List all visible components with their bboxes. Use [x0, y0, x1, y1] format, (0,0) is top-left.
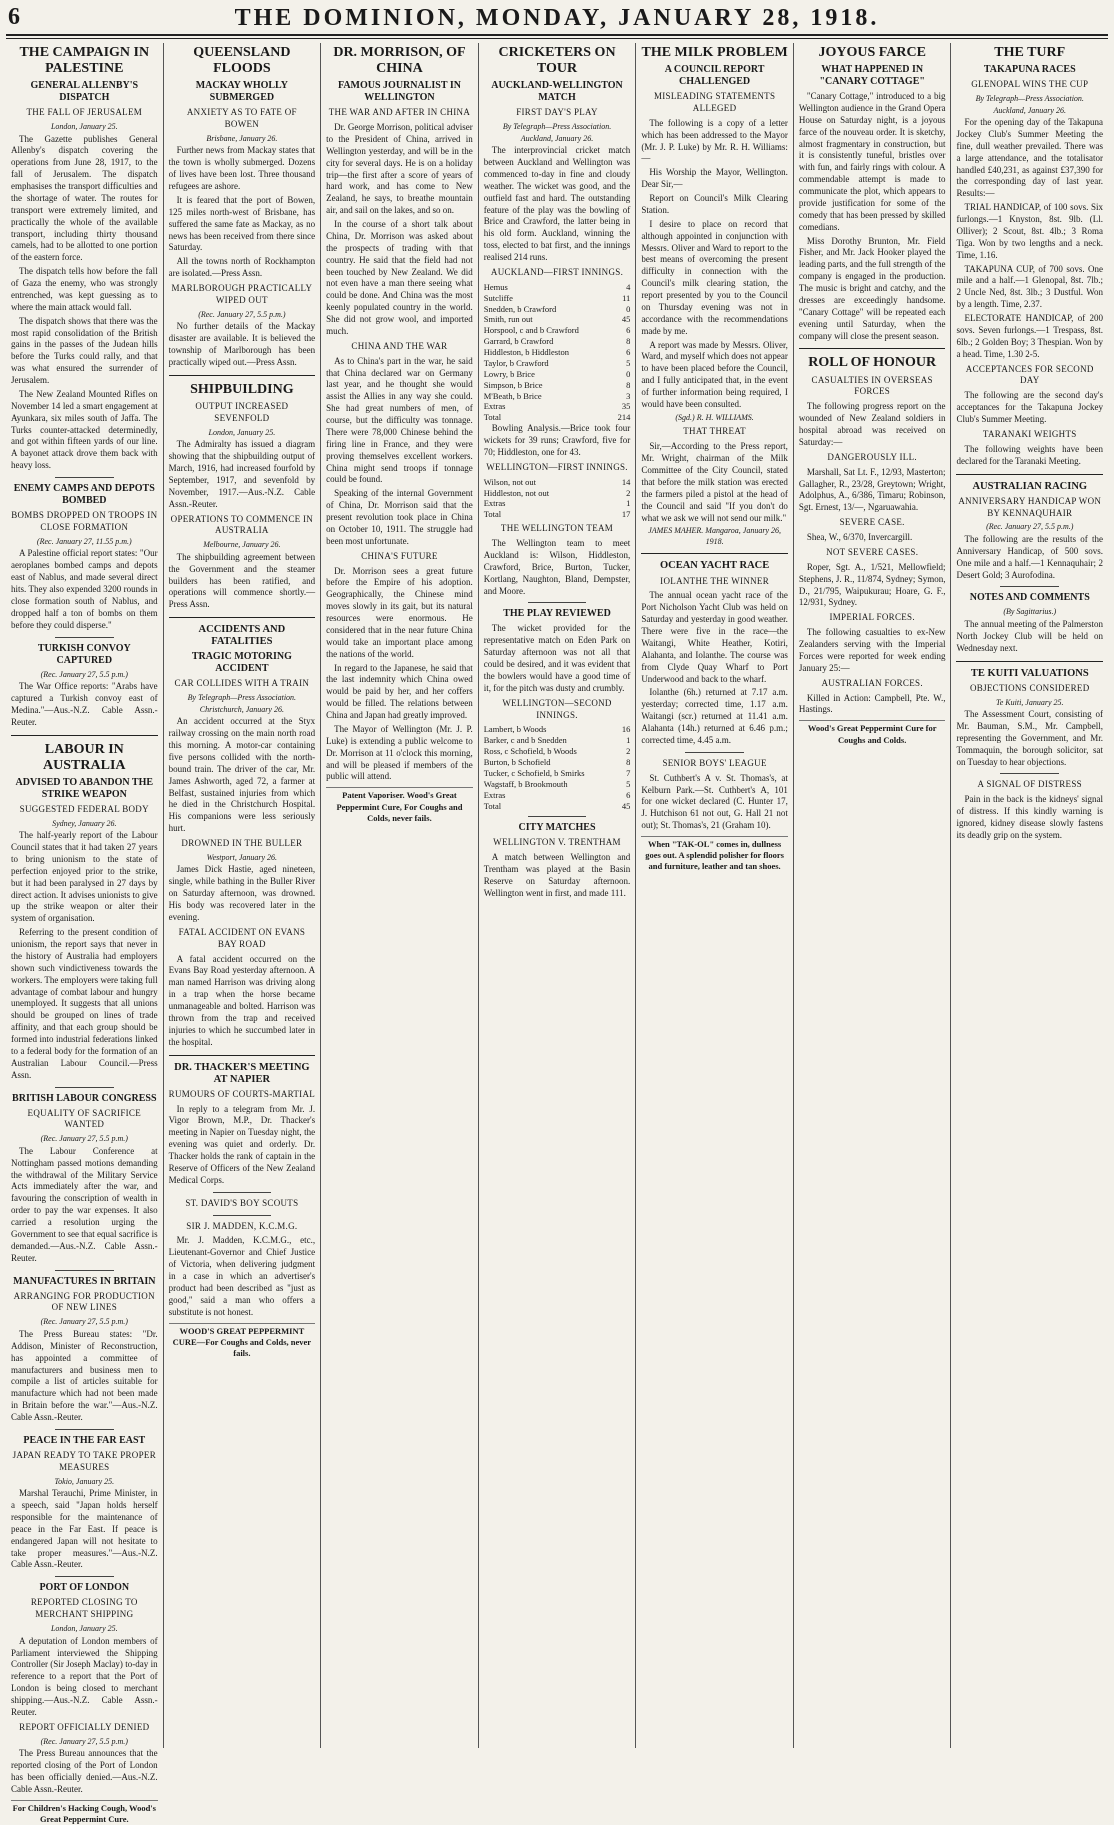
- score-row: Hiddleston, not out 2: [483, 487, 631, 498]
- subheading: OPERATIONS TO COMMENCE IN AUSTRALIA: [170, 513, 314, 536]
- headline: DR. MORRISON, OF CHINA: [333, 45, 466, 77]
- subheading: THE WAR AND AFTER IN CHINA: [328, 107, 471, 118]
- paragraph: A match between Wellington and Trentham was played at the Basin Reserve on Saturday afternoon. Wellington went in first, and made 111.: [483, 852, 631, 898]
- headline: THE CAMPAIGN IN PALESTINE: [19, 45, 150, 77]
- deck-heading: ENEMY CAMPS AND DEPOTS BOMBED: [13, 483, 155, 507]
- score-row: Barker, c and b Snedden 1: [483, 735, 631, 746]
- byline: (By Sagittarius.): [1003, 607, 1057, 617]
- subheading: ANNIVERSARY HANDICAP WON BY KENNAQUHAIR: [958, 495, 1102, 518]
- score-row: Extras 1: [483, 498, 631, 509]
- headline: AUSTRALIAN RACING: [972, 480, 1088, 492]
- paragraph: In the course of a short talk about China, Dr. Morrison was asked about the prospects of trading with that country. He said that the field had not been touched by New Zealand. We did not even have a man there seeing what could be done. And China was the most keenly populated country in the world. She did not grow wool, and imported much.: [326, 219, 473, 336]
- column-6: [794, 43, 952, 1748]
- paragraph: Speaking of the internal Government of China, Dr. Morrison said that the present revolution took place in China on October 10, 1911. The struggle had been most unfortunate.: [326, 488, 473, 546]
- dateline: Sydney, January 26.: [52, 818, 117, 828]
- subheading: CASUALTIES IN OVERSEAS FORCES: [811, 374, 933, 397]
- paragraph: The Wellington team to meet Auckland is: Wilson, Hiddleston, Crawford, Brice, Burton, Tucker, Kortlang, Naughton, Bland, Dempster, and Moore.: [483, 538, 631, 596]
- paragraph: Dr. Morrison sees a great future before the Empire of his adoption. Geographically, the Chinese mind moves slowly in its gait, but its natural resources were enormous. He considered that in the near future China would take an important place among the nations of the world.: [326, 565, 473, 659]
- score-row: Horspool, c and b Crawford 6: [483, 325, 631, 336]
- paragraph: Sir,—According to the Press report, Mr. Wright, chairman of the Milk Committee of the City Council, stated that before the milk station was erected the farmers piled a pistol at the head of the Council and said "If you don't do what we ask we will not send our milk.": [641, 441, 788, 523]
- headline: OCEAN YACHT RACE: [659, 560, 770, 572]
- subheading: SIR J. MADDEN, K.C.M.G.: [186, 1220, 298, 1231]
- score-row: Hemus 4: [483, 281, 631, 292]
- scorecard-wellington: [484, 477, 631, 521]
- paragraph: Iolanthe (6h.) returned at 7.17 a.m. yesterday; corrected time, 1.17 a.m. Waitangi (scr.) returned at 11.41 a.m. Alahanta (14h.) returned at 6.46 p.m.; corrected time, 4.45 a.m.: [641, 687, 788, 745]
- paragraph: Roper, Sgt. A., 1/521, Mellowfield; Stephens, J. R., 11/874, Sydney; Symon, D., 21/795, Waipukurau; Hoare, G. F., 12/931, Sydney.: [798, 561, 946, 608]
- column-7: [951, 43, 1108, 1748]
- subheading: FATAL ACCIDENT ON EVANS BAY ROAD: [178, 926, 306, 949]
- dateline: Auckland, January 26.: [993, 105, 1066, 115]
- paragraph: TRIAL HANDICAP, of 100 sovs. Six furlongs.—1 Knyston, 8st. 9lb. (Ll. Olliver); 2 Scout, 8st. 4lb.; 3 Roma Tiga. Won by two lengths and a neck. Time, 1.16.: [956, 202, 1104, 260]
- advertisement: For Children's Hacking Cough, Wood's Great Peppermint Cure.: [11, 1800, 158, 1825]
- deck-heading: NOTES AND COMMENTS: [969, 592, 1090, 604]
- score-row: Sutcliffe 11: [483, 292, 631, 303]
- paragraph: Miss Dorothy Brunton, Mr. Field Fisher, and Mr. Jack Hooker played the leading parts, and the full strength of the company is engaged in the production. The music is bright and catchy, and the dresses are exceedingly handsome. "Canary Cottage" will be repeated each evening until Saturday, when the company will close the present season.: [798, 235, 946, 341]
- headline: JOYOUS FARCE: [818, 45, 926, 60]
- subheading: DROWNED IN THE BULLER: [181, 838, 303, 849]
- headline: CRICKETERS ON TOUR: [498, 45, 616, 77]
- dateline: (Rec. January 27, 11.55 p.m.): [36, 536, 132, 546]
- subheading: AUSTRALIAN FORCES.: [821, 677, 923, 688]
- dateline: Melbourne, January 26.: [203, 540, 281, 550]
- subheading: REPORT OFFICIALLY DENIED: [19, 1721, 150, 1732]
- subheading: NOT SEVERE CASES.: [826, 546, 919, 557]
- masthead-title: THE DOMINION, MONDAY, JANUARY 28, 1918.: [234, 5, 880, 31]
- paragraph: The dispatch tells how before the fall of Gaza the enemy, who was strongly entrenched, was kept guessing as to where the main attack would fall.: [11, 266, 158, 312]
- headline: SHIPBUILDING: [190, 381, 294, 397]
- dateline: (Rec. January 27, 5.5 p.m.): [40, 1317, 128, 1327]
- deck-heading: CITY MATCHES: [518, 822, 596, 834]
- paragraph: In reply to a telegram from Mr. J. Vigor Brown, M.P., Dr. Thacker's meeting in Napier on Tuesday night, the evening was quiet and orderly. Dr. Thacker holds the rank of captain in the Reserve of Officers of the New Zealand Medical Corps.: [168, 1103, 316, 1185]
- paragraph: Marshal Terauchi, Prime Minister, in a speech, said "Japan holds herself responsible for the maintenance of peace in the Far East. If peace is endangered Japan will not hesitate to take proper measures."—Aus.-N.Z. Cable Assn.-Reuter.: [11, 1488, 158, 1570]
- column-4: [479, 43, 637, 1748]
- paragraph: A deputation of London members of Parliament interviewed the Shipping Controller (Sir Joseph Maclay) to-day in reference to a report that the Port of London is being closed to merchant shipping.—Aus.-N.Z. Cable Assn.-Reuter.: [11, 1635, 158, 1717]
- deck-heading: MACKAY WHOLLY SUBMERGED: [195, 80, 289, 104]
- paragraph: The following are the second day's acceptances for the Takapuna Jockey Club's Summer Meeting.: [956, 390, 1104, 425]
- dateline: (Rec. January 27, 5.5 p.m.): [40, 669, 128, 679]
- subheading: MISLEADING STATEMENTS ALLEGED: [653, 91, 776, 113]
- score-row: Ross, c Schofield, b Woods 2: [483, 746, 631, 757]
- paragraph: The shipbuilding agreement between the Government and the steamer builders has been ratified, and operations will commence shortly.—Press Assn.: [168, 551, 316, 610]
- paragraph: The half-yearly report of the Labour Council states that it had taken 27 years to bring unionism to the state of perfection enjoyed prior to the strike, but it had been paralysed in 27 days by direct action. It advises unionists to give up the strike weapon or alter their system of organisation.: [11, 830, 158, 924]
- subheading: OUTPUT INCREASED SEVENFOLD: [195, 401, 289, 423]
- advertisement: Wood's Great Peppermint Cure for Coughs and Colds.: [799, 720, 946, 745]
- paragraph: A report was made by Messrs. Oliver, Ward, and myself which does not appear to have been placed before the Council, and I fully anticipated that, in the event of further information being required, I would have been consulted.: [641, 339, 788, 409]
- dateline: Tokio, January 25.: [54, 1476, 115, 1486]
- subheading: BOMBS DROPPED ON TROOPS IN CLOSE FORMATION: [11, 510, 158, 532]
- paragraph: The Press Bureau announces that the reported closing of the Port of London has been officially denied.—Aus.-N.Z. Cable Assn.-Reuter.: [11, 1748, 158, 1794]
- dateline: (Rec. January 27, 5.5 p.m.): [986, 522, 1074, 532]
- deck-heading: WHAT HAPPENED IN "CANARY COTTAGE": [819, 64, 925, 88]
- paragraph: The Gazette publishes General Allenby's dispatch covering the operations from June 28, 1917, to the fall of Jerusalem. The dispatch emphasises the transport difficulties and the shortage of water. The routes for transport were extremely limited, and practically the whole of the available transport, including thirty thousand camels, had to be allotted to one portion of the eastern force.: [11, 133, 158, 263]
- deck-heading: TAKAPUNA RACES: [983, 64, 1076, 76]
- advertisement: WOOD'S GREAT PEPPERMINT CURE—For Coughs and Colds, never fails.: [169, 1323, 316, 1360]
- paragraph: Further news from Mackay states that the town is wholly submerged. Dozens of lives have been lost. Three thousand refugees are ashore.: [168, 145, 316, 192]
- subheading: MARLBOROUGH PRACTICALLY WIPED OUT: [171, 283, 313, 305]
- paragraph: Marshall, Sat Lt. F., 12/93, Masterton; Gallagher, R., 23/28, Greytown; Wright, Adolphus, A., 6/386, Timaru; Robinson, Sgt. Ernest, 13/—, Ngaruawahia.: [798, 466, 946, 513]
- dateline: (Rec. January 27, 5.5 p.m.): [198, 309, 286, 319]
- paragraph: The Mayor of Wellington (Mr. J. P. Luke) is extending a public welcome to Dr. Morrison at 11 o'clock this morning, and will be pleased if members of the public will attend.: [326, 723, 473, 782]
- paragraph: Report on Council's Milk Clearing Station.: [641, 193, 788, 215]
- subheading: THAT THREAT: [683, 426, 746, 437]
- score-row: Garrard, b Crawford 8: [483, 336, 631, 347]
- column-3: [321, 43, 479, 1748]
- paragraph: Bowling Analysis.—Brice took four wickets for 39 runs; Crawford, five for 70; Hiddleston, one for 43.: [483, 423, 631, 457]
- paragraph: St. Cuthbert's A v. St. Thomas's, at Kelburn Park.—St. Cuthbert's A, 101 for one wicket declared (C. Hunter 17, J. Hutchison 61 not out, G. Hall 21 not out); St. Thomas's, 21 (Graham 10).: [641, 772, 788, 831]
- score-row: Extras 35: [483, 401, 631, 412]
- headline: LABOUR IN AUSTRALIA: [43, 741, 126, 773]
- paragraph: The following are the results of the Anniversary Handicap, of 500 sovs. One mile and a half.—1 Kennaquhair; 2 Desert Gold; 3 Aurofodina.: [956, 533, 1104, 580]
- subheading: EQUALITY OF SACRIFICE WANTED: [27, 1107, 142, 1130]
- subheading: ACCEPTANCES FOR SECOND DAY: [965, 363, 1094, 386]
- masthead: [6, 4, 1108, 36]
- paragraph: The following is a copy of a letter which has been addressed to the Mayor (Mr. J. P. Luke) by Mr. R. H. Williams:—: [641, 117, 788, 164]
- dateline: London, January 25.: [50, 1624, 118, 1634]
- subheading: OBJECTIONS CONSIDERED: [969, 682, 1090, 693]
- deck-heading: TRAGIC MOTORING ACCIDENT: [191, 651, 292, 675]
- dateline: (Rec. January 27, 5.5 p.m.): [40, 1736, 128, 1746]
- paragraph: The following progress report on the wounded of New Zealand soldiers in hospital abroad was received on Saturday:—: [798, 401, 946, 447]
- subheading: DANGEROUSLY ILL.: [827, 451, 917, 462]
- subheading: REPORTED CLOSING TO MERCHANT SHIPPING: [30, 1597, 138, 1620]
- subheading: GLENOPAL WINS THE CUP: [971, 79, 1089, 90]
- paragraph: The Labour Conference at Nottingham passed motions demanding the withdrawal of the Military Service Acts immediately after the war, and favouring the conscription of wealth in order to pay the war expenses. It also carried a resolution urging the Government to see that equal sacrifice is demanded.—Aus.-N.Z. Cable Assn.-Reuter.: [11, 1145, 158, 1263]
- headline: DR. THACKER'S MEETING AT NAPIER: [174, 1061, 310, 1085]
- headline: TE KUITI VALUATIONS: [970, 667, 1089, 679]
- deck-heading: AUCKLAND-WELLINGTON MATCH: [491, 80, 623, 104]
- paragraph: I desire to place on record that although appointed in conjunction with Messrs. Oliver and Ward to report to the best means of overcoming the present difficulty in connection with the Council's milk clearing station, the report presented by you to the Council on Thursday evening was not in accordance with the recommendations made by me.: [641, 218, 788, 336]
- subheading: IOLANTHE THE WINNER: [660, 575, 770, 586]
- score-row: Simpson, b Brice 8: [483, 379, 631, 390]
- deck-heading: ADVISED TO ABANDON THE STRIKE WEAPON: [15, 776, 154, 800]
- paragraph: A Palestine official report states: "Our aeroplanes bombed camps and depots east of Nablus, and made several direct hits. They also expended 3200 rounds in close formation south of Nablus, and dropped half a ton of bombs on them before they could disperse.": [11, 548, 158, 630]
- subheading: TARANAKI WEIGHTS: [982, 428, 1077, 439]
- score-row: Smith, run out 45: [483, 314, 631, 325]
- paragraph: The Press Bureau states: "Dr. Addison, Minister of Reconstruction, has appointed a committee of manufacturers and business men to compile a list of articles suitable for manufacture which had not been made in Britain before the war."—Aus.-N.Z. Cable Assn.-Reuter.: [11, 1328, 158, 1423]
- score-row: Wilson, not out 14: [483, 476, 631, 487]
- page-number: 6: [8, 4, 20, 30]
- paragraph: James Dick Hastie, aged nineteen, single, while bathing in the Buller River on Saturday afternoon, was drowned. His body was recovered later in the evening.: [168, 864, 316, 922]
- paragraph: Dr. George Morrison, political adviser to the President of China, arrived in Wellington yesterday, and will be in the city for several days. He is on a holiday trip—the first after a score of years of hard work, and has come to New Zealand, he says, to breathe mountain air, and sail on the lakes, and so on.: [326, 122, 473, 216]
- column-1: [6, 43, 164, 1824]
- paragraph: The dispatch shows that there was the most rapid consolidation of the British gains in the passes of the Judean hills before the Turks could rally, and that was what ensured the surrender of Jerusalem.: [11, 315, 158, 386]
- deck-heading: A COUNCIL REPORT CHALLENGED: [664, 64, 765, 88]
- paragraph: In regard to the Japanese, he said that the last indemnity which China owed would be paid by her, and her coffers would be filled. The relations between China and Japan had greatly improved.: [326, 662, 473, 721]
- subheading: WELLINGTON—SECOND INNINGS.: [502, 697, 612, 720]
- subheading: CHINA'S FUTURE: [361, 550, 438, 561]
- dateline: Christchurch, January 26.: [199, 704, 284, 714]
- paragraph: The following casualties to ex-New Zealanders serving with the Imperial Forces were reported for week ending January 25:—: [798, 627, 946, 673]
- paragraph: For the opening day of the Takapuna Jockey Club's Summer Meeting the fine, dull weather prevailed. There was a large attendance, and the totalisator handled £40,231, as against £37,390 for the corresponding day of last year. Results:—: [956, 117, 1104, 199]
- signature: (Sgd.) R. H. WILLIAMS.: [675, 412, 754, 422]
- paragraph: The following weights have been declared for the Taranaki Meeting.: [956, 443, 1104, 466]
- byline: By Telegraph—Press Association.: [502, 122, 612, 132]
- subheading: ANXIETY AS TO FATE OF BOWEN: [186, 107, 297, 130]
- score-row: Hiddleston, b Hiddleston 6: [483, 347, 631, 358]
- headline: THE TURF: [994, 45, 1066, 60]
- paragraph: Pain in the back is the kidneys' signal of distress. If this kindly warning is ignored, kidney disease slowly fastens its deadly grip on the system.: [956, 794, 1104, 840]
- deck-heading: PEACE IN THE FAR EAST: [23, 1434, 146, 1446]
- score-row: M'Beath, b Brice 3: [483, 390, 631, 401]
- deck-heading: BRITISH LABOUR CONGRESS: [12, 1092, 157, 1104]
- subheading: A SIGNAL OF DISTRESS: [977, 779, 1082, 790]
- paragraph: The wicket provided for the representative match on Eden Park on Saturday afternoon was not all that could be desired, and it was evident that the bowlers would have a good time of it, for the pitch was dusty and crumbly.: [483, 623, 631, 693]
- score-row: Tucker, c Schofield, b Smirks 7: [483, 767, 631, 778]
- column-2: [164, 43, 322, 1748]
- score-row: Snedden, b Crawford 0: [483, 303, 631, 314]
- subheading: CHINA AND THE WAR: [351, 340, 448, 351]
- paragraph: The New Zealand Mounted Rifles on November 14 led a smart engagement at Ayunkara, six miles south of Jaffa. The Turks counter-attacked determinedly, and got within fifteen yards of our line. A bayonet attack drove them back with heavy loss.: [11, 388, 158, 471]
- deck-heading: PORT OF LONDON: [39, 1582, 130, 1594]
- paragraph: Referring to the present condition of unionism, the report says that never in the history of Australia had employers shown such vindictiveness towards the workers. The employers were taking full advantage of combat labour and hungry unemployed. It suggests that all unions should be grouped on lines of trade affinity, and that each group should be formed into industrial federations linked to a federal body for the formation of an Australian Labour Council.—Press Assn.: [11, 927, 158, 1080]
- score-total: Total 17: [483, 509, 631, 520]
- subheading: THE FALL OF JERUSALEM: [26, 107, 143, 118]
- deck-heading: FAMOUS JOURNALIST IN WELLINGTON: [337, 80, 461, 104]
- deck-heading: MANUFACTURES IN BRITAIN: [13, 1275, 156, 1287]
- paragraph: ELECTORATE HANDICAP, of 200 sovs. Seven furlongs.—1 Trespass, 8st. 6lb.; 2 Golden Boy; 3 Thespian. Won by a head. Time, 1.30 2-5.: [956, 313, 1104, 359]
- score-row: Wagstaff, b Brookmouth 5: [483, 778, 631, 789]
- dateline: (Rec. January 27, 5.5 p.m.): [40, 1134, 128, 1144]
- dateline: London, January 25.: [50, 122, 118, 132]
- score-total: Total 214: [483, 412, 631, 423]
- deck-heading: GENERAL ALLENBY'S DISPATCH: [30, 80, 139, 104]
- paragraph: No further details of the Mackay disaster are available. It is believed the township of Marlborough has been practically wiped out.—Press Assn.: [168, 321, 316, 368]
- paragraph: It is feared that the port of Bowen, 125 miles north-west of Brisbane, has suffered the same fate as Mackay, as no news has been received from there since Saturday.: [168, 194, 316, 253]
- headline: ACCIDENTS AND FATALITIES: [198, 624, 286, 648]
- column-5: [636, 43, 794, 1748]
- score-row: Extras 6: [483, 789, 631, 800]
- paragraph: His Worship the Mayor, Wellington. Dear Sir,—: [641, 167, 788, 190]
- subheading: ST. DAVID'S BOY SCOUTS: [185, 1197, 299, 1208]
- subheading: CAR COLLIDES WITH A TRAIN: [174, 678, 310, 689]
- deck-heading: TURKISH CONVOY CAPTURED: [37, 642, 131, 666]
- paragraph: "Canary Cottage," introduced to a big Wellington audience in the Grand Opera House on Saturday night, is a joyous farce of the nouveau order. It is sketchy, almost fragmentary in construction, but it is consistently tuneful, bristles over with fun, and fairly rings with colour. A commendable attempt is made to communicate the plot, which appears to provide justification for some of the comedy that has been pressed by skilled comedians.: [798, 91, 946, 232]
- subheading: WELLINGTON—FIRST INNINGS.: [486, 461, 628, 472]
- paragraph: The War Office reports: "Arabs have captured a Turkish convoy east of Medina."—Aus.-N.Z. Cable Assn.-Reuter.: [11, 681, 158, 727]
- dateline: Westport, January 26.: [206, 852, 278, 862]
- paragraph: As to China's part in the war, he said that China declared war on Germany last year, and he thought she would assist the Allies in any way she could. She had great numbers of men, of course, but the difficulty was tonnage. There were 78,000 Chinese behind the firing line in France, and they were proving themselves excellent workers. China might send troops if tonnage could be found.: [326, 355, 473, 485]
- subheading: THE WELLINGTON TEAM: [500, 523, 614, 534]
- paragraph: TAKAPUNA CUP, of 700 sovs. One mile and a half.—1 Glenopal, 8st. 7lb.; 2 Uncle Ned, 8st. 3lb.; 3 Dustful. Won by a length. Time, 2.37.: [956, 263, 1104, 310]
- headline: ROLL OF HONOUR: [808, 355, 937, 371]
- paragraph: The Assessment Court, consisting of Mr. Bauman, S.M., Mr. Campbell, representing the Government, and Mr. Tommaquin, the borough solicitor, sat on Tuesday to hear objections.: [956, 709, 1104, 767]
- headline: QUEENSLAND FLOODS: [193, 45, 291, 77]
- signature: JAMES MAHER. Mangaroa, January 26, 1918.: [648, 526, 781, 546]
- score-total: Total 45: [483, 800, 631, 811]
- advertisement: When "TAK-OL" comes in, dullness goes out. A splendid polisher for floors and furniture, leather and tan shoes.: [641, 836, 788, 873]
- dateline: London, January 25.: [208, 427, 276, 437]
- score-row: Lowry, b Brice 0: [483, 368, 631, 379]
- paragraph: A fatal accident occurred on the Evans Bay Road yesterday afternoon. A man named Harrison was driving along in a trap when the horse became unmanageable and bolted. Harrison was thrown from the trap and received injuries to which he succumbed later in the hospital.: [168, 953, 316, 1047]
- score-row: Taylor, b Crawford 5: [483, 357, 631, 368]
- paragraph: An accident occurred at the Styx railway crossing on the main north road this morning. A motor-car containing five persons collided with the north-bound train. The driver of the car, Mr. James Ashworth, aged 72, a farmer at Belfast, sustained injuries from which he died in the Christchurch Hospital. His companions were less seriously hurt.: [168, 716, 316, 834]
- subheading: SENIOR BOYS' LEAGUE: [662, 757, 767, 768]
- paragraph: The Admiralty has issued a diagram showing that the shipbuilding output of March, 1916, had increased fourfold by September, 1917, and sevenfold by November, 1917.—Aus.-N.Z. Cable Assn.-Reuter.: [168, 439, 316, 509]
- dateline: Brisbane, January 26.: [206, 133, 278, 143]
- subheading: SUGGESTED FEDERAL BODY: [19, 803, 149, 814]
- score-row: Lambert, b Woods 16: [483, 724, 631, 735]
- paragraph: All the towns north of Rockhampton are isolated.—Press Assn.: [168, 256, 316, 279]
- deck-heading: THE PLAY REVIEWED: [503, 608, 611, 620]
- scorecard-auckland: [484, 282, 631, 423]
- paragraph: Shea, W., 6/370, Invercargill.: [806, 532, 913, 543]
- dateline: Auckland, January 26.: [520, 133, 594, 143]
- byline: By Telegraph—Press Association.: [975, 93, 1084, 103]
- paragraph: Killed in Action: Campbell, Pte. W., Hastings.: [798, 692, 946, 715]
- headline: THE MILK PROBLEM: [641, 45, 788, 60]
- advertisement: Patent Vaporiser. Wood's Great Peppermint Cure, For Coughs and Colds, never fails.: [326, 787, 473, 824]
- subheading: AUCKLAND—FIRST INNINGS.: [490, 266, 624, 277]
- subheading: ARRANGING FOR PRODUCTION OF NEW LINES: [13, 1290, 155, 1313]
- subheading: RUMOURS OF COURTS-MARTIAL: [168, 1088, 316, 1099]
- score-row: Burton, b Schofield 8: [483, 757, 631, 768]
- columns: [6, 43, 1108, 1824]
- byline: By Telegraph—Press Association.: [187, 693, 297, 703]
- paragraph: The interprovincial cricket match between Auckland and Wellington was commenced to-day in fine and cloudy weather. The wicket was good, and the outfield fast and hard. The outstanding feature of the play was the bowling of Brice and Crawford, the latter being in his old form. Auckland, winning the toss, elected to bat first, and the innings realised 214 runs.: [483, 145, 631, 263]
- dateline: Te Kuiti, January 25.: [996, 697, 1064, 707]
- subheading: IMPERIAL FORCES.: [829, 612, 915, 623]
- paragraph: Mr. J. Madden, K.C.M.G., etc., Lieutenant-Governor and Chief Justice of Victoria, when delivering judgment in a case in which an advertiser's product had been described as "just as good," said a man who offers a substitute is not honest.: [168, 1235, 316, 1317]
- subheading: WELLINGTON V. TRENTHAM: [493, 837, 621, 848]
- paragraph: The annual meeting of the Palmerston North Jockey Club will be held on Wednesday next.: [956, 618, 1104, 653]
- paragraph: The annual ocean yacht race of the Port Nicholson Yacht Club was held on Saturday and yesterday in good weather. There were five in the race—the Waitangi, White Heather, Kotiri, Alahanta, and Iolanthe. The course was from Clyde Quay Wharf to Port Underwood and back to the wharf.: [641, 590, 788, 684]
- scorecard-wellington-second: [484, 724, 631, 811]
- subheading: FIRST DAY'S PLAY: [516, 107, 598, 118]
- subheading: JAPAN READY TO TAKE PROPER MEASURES: [12, 1449, 157, 1472]
- subheading: SEVERE CASE.: [839, 517, 905, 528]
